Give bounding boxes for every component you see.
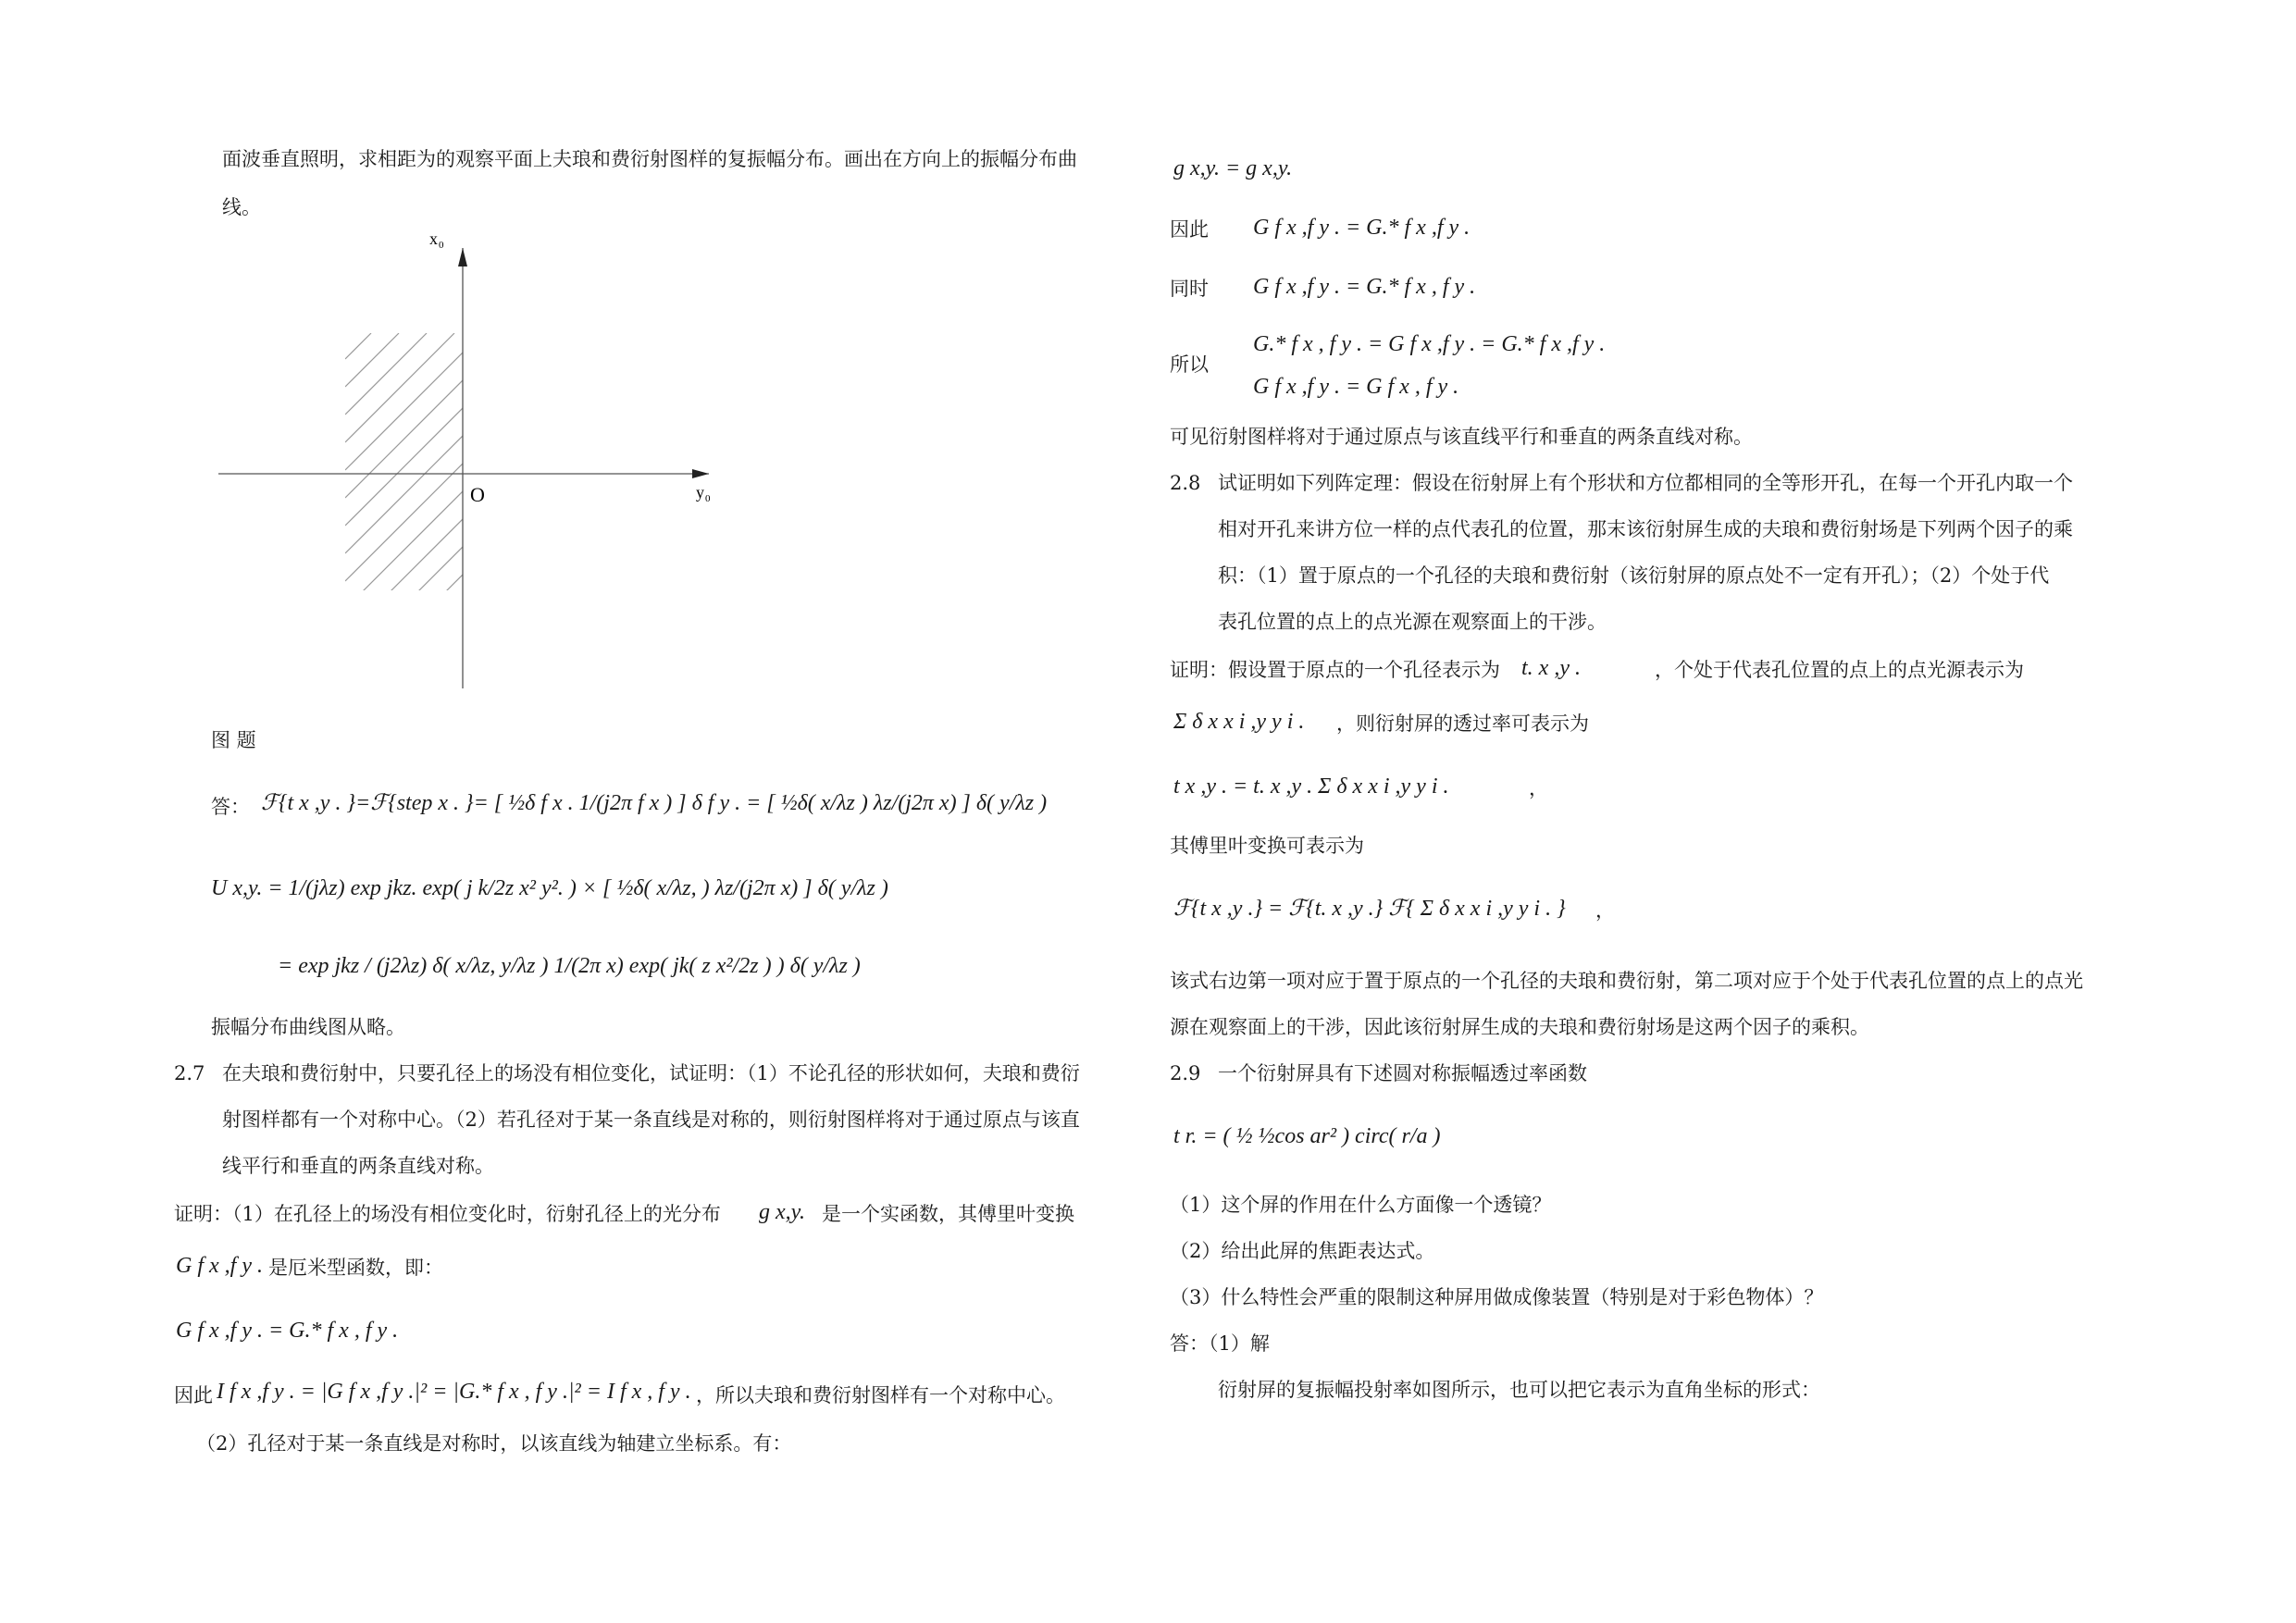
proof-1-math: g x,y. [759, 1200, 805, 1224]
therefore-prefix: 因此 [174, 1384, 213, 1406]
label-tongshi: 同时 [1170, 278, 1209, 300]
proof-1-text-a: 证明：（1）在孔径上的场没有相位变化时，衍射孔径上的光分布 [174, 1203, 721, 1225]
equation-fourier: ℱ{t x ,y .} = ℱ{t. x ,y .} ℱ{ Σ δ x x i ,y y i . } [1173, 897, 1566, 921]
explanation-line-1: 该式右边第一项对应于置于原点的一个孔径的夫琅和费衍射，第二项对应于个处于代表孔位置的点上的点光 [1170, 970, 2083, 992]
question-2: （2）给出此屏的焦距表达式。 [1170, 1240, 1435, 1262]
figure-caption: 图 题 [211, 729, 256, 751]
equation-suoyi-1: G.* f x , f y . = G f x ,f y . = G.* f x ,f y . [1253, 332, 1606, 356]
problem-2-9-line-1: 一个衍射屏具有下述圆对称振幅透过率函数 [1218, 1062, 1587, 1084]
proof-2-8-text-a: 证明：假设置于原点的一个孔径表示为 [1170, 659, 1500, 681]
horizontal-axis-arrow [692, 469, 709, 478]
problem-2-7-line-1: 在夫琅和费衍射中，只要孔径上的场没有相位变化，试证明：（1）不论孔径的形状如何，夫琅和费衍 [222, 1062, 1080, 1084]
hermitian-text: 是厄米型函数，即： [268, 1257, 443, 1279]
origin-label: O [470, 483, 485, 506]
amplitude-note: 振幅分布曲线图从略。 [211, 1016, 405, 1038]
problem-2-8-line-2: 相对开孔来讲方位一样的点代表孔的位置，那末该衍射屏生成的夫琅和费衍射场是下列两个因子的乘 [1218, 518, 2073, 540]
axis-x-subscript: 0 [439, 240, 444, 251]
last-line: 衍射屏的复振幅投射率如图所示，也可以把它表示为直角坐标的形式： [1218, 1379, 1820, 1401]
question-1: （1）这个屏的作用在什么方面像一个透镜？ [1170, 1194, 1552, 1216]
right-column [1148, 0, 2296, 1623]
equation-yinci: G f x ,f y . = G.* f x ,f y . [1253, 216, 1471, 240]
problem-2-9-number: 2.9 [1170, 1062, 1201, 1084]
symmetry-conclusion: 可见衍射图样将对于通过原点与该直线平行和垂直的两条直线对称。 [1170, 426, 1753, 448]
axis-y-label: y [696, 483, 704, 502]
therefore-suffix: ，所以夫琅和费衍射图样有一个对称中心。 [696, 1384, 1065, 1406]
problem-2-8-line-4: 表孔位置的点上的点光源在观察面上的干涉。 [1218, 611, 1607, 633]
equation-transmittance-tail: ， [1529, 777, 1548, 799]
equation-circular-transmittance: t r. = ( ½ ½cos ar² ) circ( r/a ) [1173, 1124, 1441, 1148]
answer-prefix: 答： [211, 796, 250, 818]
equation-intensity: I f x ,f y . = |G f x ,f y .|² = |G.* f x , f y .|² = I f x , f y . [217, 1380, 691, 1404]
equation-hermitian: G f x ,f y . = G.* f x , f y . [176, 1319, 399, 1343]
proof-2-8-text-b: ，个处于代表孔位置的点上的点光源表示为 [1655, 659, 2024, 681]
equation-suoyi-2: G f x ,f y . = G f x , f y . [1253, 375, 1459, 399]
problem-2-7-number: 2.7 [174, 1062, 205, 1084]
axis-x-label: x [429, 229, 438, 248]
label-yinci: 因此 [1170, 218, 1209, 241]
equation-transmittance: t x ,y . = t. x ,y . Σ δ x x i ,y y i . [1173, 774, 1449, 799]
hermitian-math: G f x ,f y . [176, 1254, 263, 1278]
equation-tongshi: G f x ,f y . = G.* f x , f y . [1253, 275, 1476, 299]
proof-2-text: （2）孔径对于某一条直线是对称时，以该直线为轴建立坐标系。有： [196, 1432, 792, 1455]
problem-2-7-line-3: 线平行和垂直的两条直线对称。 [222, 1155, 494, 1177]
label-suoyi: 所以 [1170, 353, 1209, 376]
problem-2-8-line-1: 试证明如下列阵定理：假设在衍射屏上有个形状和方位都相同的全等形开孔，在每一个开孔内取一个 [1218, 472, 2073, 494]
problem-2-7-line-2: 射图样都有一个对称中心。（2）若孔径对于某一条直线是对称的，则衍射图样将对于通过原点与该直 [222, 1109, 1080, 1131]
answer-label: 答：（1）解 [1170, 1332, 1270, 1355]
equation-field-u: U x,y. = 1/(jλz) exp jkz. exp( j k/2z x² y². ) × [ ½δ( x/λz, ) λz/(j2π x) ] δ( y/λz ) [211, 876, 888, 900]
problem-2-8-number: 2.8 [1170, 472, 1201, 494]
intro-line-2: 线。 [222, 196, 261, 218]
equation-g-real: g x,y. = g x,y. [1173, 156, 1293, 180]
fourier-intro: 其傅里叶变换可表示为 [1170, 835, 1364, 857]
explanation-line-2: 源在观察面上的干涉，因此该衍射屏生成的夫琅和费衍射场是这两个因子的乘积。 [1170, 1016, 1869, 1038]
vertical-axis-arrow [458, 248, 467, 266]
equation-fourier-tail: ， [1595, 899, 1615, 922]
sum-delta-math: Σ δ x x i ,y y i . [1173, 710, 1305, 734]
equation-field-u-cont: = exp jkz / (j2λz) δ( x/λz, y/λz ) 1/(2π x) exp( jk( z x²/2z ) ) δ( y/λz ) [278, 954, 861, 978]
equation-fourier-step: ℱ{t x ,y . }=ℱ{step x . }= [ ½δ f x . 1/(j2π f x ) ] δ f y . = [ ½δ( x/λz ) λz/(j2π x) ] δ( y/λz ) [261, 791, 1048, 815]
axis-y-subscript: 0 [705, 493, 711, 504]
proof-2-8-math: t. x ,y . [1521, 656, 1581, 680]
problem-2-8-line-3: 积：（1）置于原点的一个孔径的夫琅和费衍射（该衍射屏的原点处不一定有开孔）；（2）个处于代 [1218, 564, 2050, 587]
question-3: （3）什么特性会严重的限制这种屏用做成像装置（特别是对于彩色物体）？ [1170, 1286, 1824, 1308]
intro-line-1: 面波垂直照明，求相距为的观察平面上夫琅和费衍射图样的复振幅分布。画出在方向上的振幅分布曲 [222, 148, 1077, 170]
hatched-region [345, 333, 731, 692]
proof-1-text-b: 是一个实函数，其傅里叶变换 [822, 1203, 1074, 1225]
aperture-figure [213, 229, 731, 692]
sum-delta-text: ，则衍射屏的透过率可表示为 [1336, 712, 1589, 735]
